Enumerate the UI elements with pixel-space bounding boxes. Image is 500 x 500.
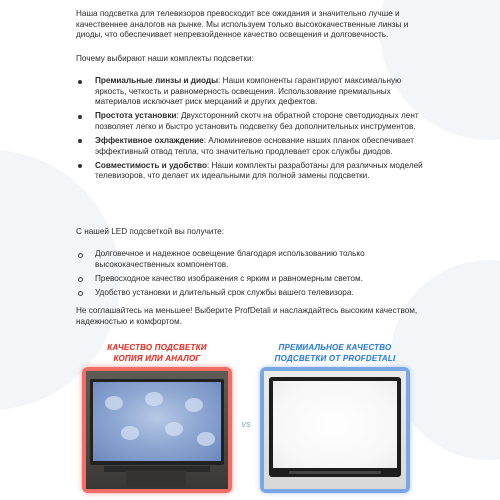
- right-caption: [245, 342, 425, 364]
- get-heading: С нашей LED подсветкой вы получите:: [76, 227, 224, 236]
- closing-paragraph: Не соглашайтесь на меньшее! Выберите ProfDetali и наслаждайтесь высоким качеством, надежностью и комфортом.: [76, 306, 418, 326]
- tv-screen-profdetali: [269, 377, 401, 477]
- benefit-item: Долговечное и надежное освещение благодаря использованию только высококачественных компонентов.: [76, 249, 426, 270]
- vs-label: VS: [241, 422, 251, 429]
- feature-item: Совместимость и удобство: Наши комплекты разработаны для различных моделей телевизоров, что делает их идеальными для полной замены подсветки.: [76, 161, 426, 182]
- benefit-item: Превосходное качество изображения с ярким и равномерным светом.: [76, 274, 426, 285]
- intro-paragraph: Наша подсветка для телевизоров превосходит все ожидания и значительно лучше и качественнее аналогов на рынке. Мы используем только высококачественные линзы и диоды, что обеспечивает непревзойденное качество освещения и долговечность.: [76, 9, 409, 40]
- feature-item: Премиальные линзы и диоды: Наши компоненты гарантируют максимальную яркость, четкость и равномерность освещения. Использование премиальных материалов исключает риск мерцаний и других дефектов.: [76, 76, 426, 108]
- feature-item: Эффективное охлаждение: Алюминиевое основание наших планок обеспечивает эффективный отвод тепла, что значительно продлевает срок службы диодов.: [76, 136, 426, 157]
- benefits-list: [76, 249, 426, 302]
- right-caption-line1: ПРЕМИАЛЬНОЕ КАЧЕСТВО: [278, 343, 392, 352]
- right-caption-line2: ПОДСВЕТКИ ОТ PROFDETALI: [274, 354, 396, 363]
- left-caption-line2: КОПИЯ ИЛИ АНАЛОГ: [113, 354, 201, 363]
- left-caption: [67, 342, 247, 364]
- profdetali-tv-photo: [264, 371, 406, 489]
- analog-tv-photo: [86, 371, 228, 489]
- feature-item: Простота установки: Двухсторонний скотч на обратной стороне светодиодных лент позволяет легко и быстро установить подсветку без дополнительных инструментов.: [76, 111, 426, 132]
- left-caption-line1: КАЧЕСТВО ПОДСВЕТКИ: [107, 343, 207, 352]
- features-list: [76, 76, 426, 185]
- tv-screen-analog: [90, 379, 224, 465]
- benefit-item: Удобство установки и длительный срок службы вашего телевизора.: [76, 288, 426, 299]
- why-heading: Почему выбирают наши комплекты подсветки:: [76, 54, 254, 63]
